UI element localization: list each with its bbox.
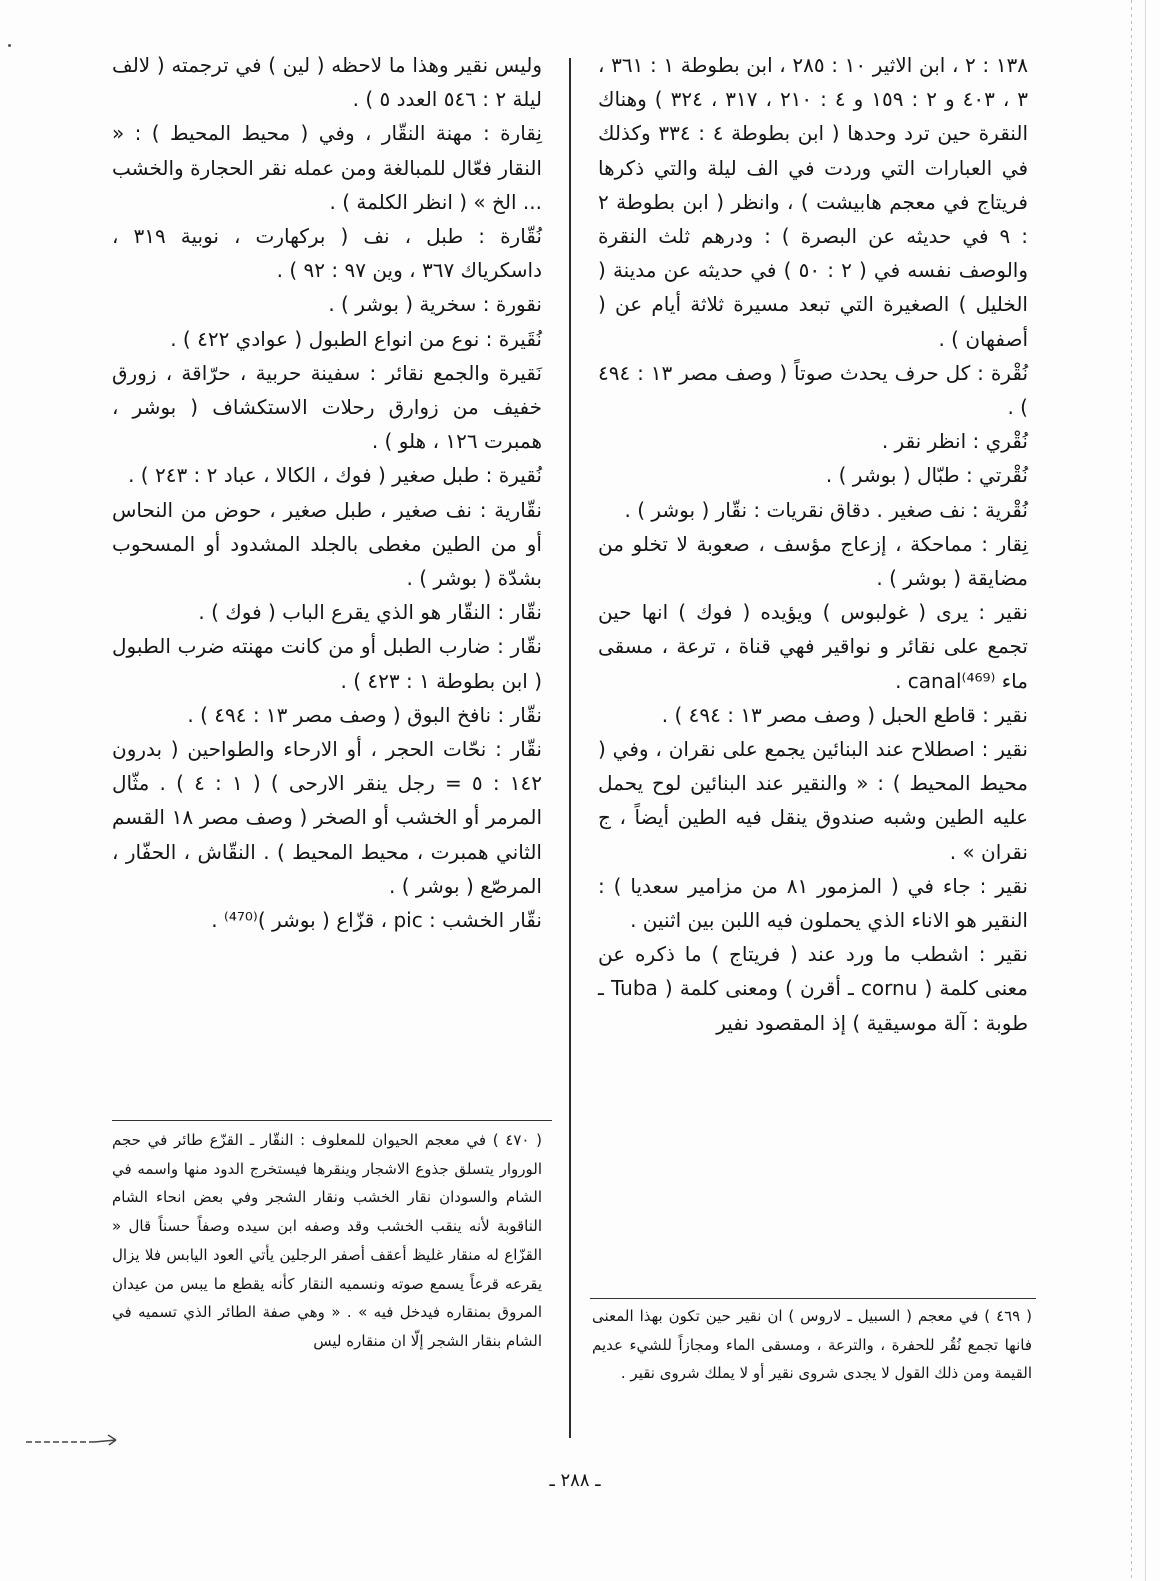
right-entry-7: نقير : يرى ( غولبوس ) ويؤيده ( فوك ) انها حين تجمع على نقائر و نواقير فهي قناة ، ترعة ، مسقى ماء canal⁽⁴⁶⁹⁾ .: [598, 600, 1028, 693]
left-entry-12: نقّار : نحّات الحجر ، أو الارحاء والطواحين ( بدرون ١٤٢ : ٥ = رجل ينقر الارحى ) ( ١ : ٤ ) . مثّال المرمر أو الخشب أو الصخر ( وصف مصر ١٨ القسم الثاني همبرت ، محيط المحيط ) . النقّاش ، الحفّار ، المرصّع ( بوشر ) .: [112, 737, 543, 898]
right-entry-1: ١٣٨ : ٢ ، ابن الاثير ١٠ : ٢٨٥ ، ابن بطوطة ١ : ٣٦١ ، ٣ ، ٤٠٣ و ٢ : ١٥٩ و ٤ : ٢١٠ ، ٣١٧ ، ٣٢٤ ) وهناك النقرة حين ترد وحدها ( ابن بطوطة ٤ : ٣٣٤ وكذلك في العبارات التي وردت في الف ليلة والتي ذكرها فريتاج في معجم هابيشت ) ، وانظر ( ابن بطوطة ٢ : ٩ في حديثه عن البصرة ) : ودرهم ثلث النقرة والوصف نفسه في ( ٢ : ٥٠ ) في حديثه عن مدينة ( الخليل ) الصغيرة التي تبعد مسيرة ثلاثة أيام عن ( أصفهان ) .: [598, 53, 1029, 351]
pen-arrow-mark: [24, 1430, 134, 1452]
right-entry-5: نُقْرية : نف صغير . دقاق نقريات : نقّار ( بوشر ) .: [624, 497, 1028, 522]
right-entry-6: نِقار : مماحكة ، إزعاج مؤسف ، صعوبة لا تخلو من مضايقة ( بوشر ) .: [598, 531, 1028, 591]
left-entry-5: نُقَيرة : نوع من انواع الطبول ( عوادي ٤٢٢ ) .: [170, 326, 542, 351]
right-entry-2: نُقْرة : كل حرف يحدث صوتاً ( وصف مصر ١٣ : ٤٩٤ ) .: [598, 360, 1029, 420]
right-entry-11: نقير : اشطب ما ورد عند ( فريتاج ) ما ذكره عن معنى كلمة ( cornu ـ أقرن ) ومعنى كلمة ( Tuba ـ طوبة : آلة موسيقية ) إذ المقصود نفير: [598, 942, 1028, 1035]
left-entry-2: نِقارة : مهنة النقّار ، وفي ( محيط المحيط ) : « النقار فعّال للمبالغة ومن عمله نقر الحجارة والخشب ... الخ » ( انظر الكلمة ) .: [112, 121, 542, 214]
right-entry-4: نُقْرتي : طبّال ( بوشر ) .: [825, 463, 1028, 488]
left-entry-1: وليس نقير وهذا ما لاحظه ( لين ) في ترجمته ( لالف ليلة ٢ : ٥٤٦ العدد ٥ ) .: [112, 53, 542, 112]
left-column: [112, 48, 542, 937]
right-entry-8: نقير : قاطع الحبل ( وصف مصر ١٣ : ٤٩٤ ) .: [661, 702, 1028, 727]
left-entry-9: نقّار : النقّار هو الذي يقرع الباب ( فوك ) .: [198, 600, 542, 625]
left-entry-13: نقّار الخشب : pic ، قزّاع ( بوشر )⁽⁴⁷⁰⁾ .: [211, 908, 542, 933]
footnote-469: ( ٤٦٩ ) في معجم ( السبيل ـ لاروس ) ان نقير حين تكون بهذا المعنى فانها تجمع نُقُر للحفرة ، والترعة ، ومسقى الماء ومجازاً للشيء عديم القيمة ومن ذلك القول لا يجدى شروى نقير أو لا يملك شروى نقير .: [592, 1307, 1032, 1383]
footnote-470: ( ٤٧٠ ) في معجم الحيوان للمعلوف : النقّار ـ القزّع طائر في حجم الوروار يتسلق جذوع الاشجار وينقرها فيستخرج الدود منها واسمه في الشام والسودان نقار الخشب ونقار الشجر وفي بعض انحاء الشام الناقوبة لأنه ينقب الخشب وقد وصفه ابن سيده وصفاً حسناً قال « القزّاع له منقار غليظ أعقف أصفر الرجلين يأتي العود اليابس فلا يزال يقرعه قرعاً يسمع صوته ونسميه النقار كأنه يقطع ما يبس من عيدان المروق بمنقاره فيدخل فيه » . « وهي صفة الطائر الذي تسميه في الشام بنقار الشجر إلّا ان منقاره ليس: [112, 1131, 542, 1350]
page-number: ـ ٢٨٨ ـ: [549, 1470, 601, 1491]
scan-edge-line-outer: [1145, 0, 1146, 1581]
right-column: [598, 48, 1028, 1040]
scan-speck: [8, 44, 11, 47]
left-entry-6: نَقيرة والجمع نقائر : سفينة حربية ، حرّاقة ، زورق خفيف من زوارق رحلات الاستكشاف ( بوشر ، همبرت ١٢٦ ، هلو ) .: [112, 360, 542, 454]
left-entry-8: نقّارية : نف صغير ، طبل صغير ، حوض من النحاس أو من الطين مغطى بالجلد المشدود أو المسحوب بشدّة ( بوشر ) .: [112, 497, 542, 591]
left-entry-3: نُقّارة : طبل ، نف ( بركهارت ، نوبية ٣١٩ ، داسكرياك ٣٦٧ ، وين ٩٧ : ٩٢ ) .: [112, 224, 542, 283]
left-entry-4: نقورة : سخرية ( بوشر ) .: [328, 292, 542, 317]
scan-edge-line: [1131, 0, 1132, 1581]
footnote-rule-left: [112, 1120, 552, 1121]
column-divider: [569, 58, 571, 1438]
left-entry-11: نقّار : نافخ البوق ( وصف مصر ١٣ : ٤٩٤ ) .: [187, 702, 542, 727]
footnote-rule-right: [590, 1298, 1036, 1299]
right-entry-9: نقير : اصطلاح عند البنائين يجمع على نقران ، وفي ( محيط المحيط ) : « والنقير عند البنائين لوح يحمل عليه الطين وشبه صندوق ينقل فيه الطين أيضاً ، ج نقران » .: [598, 737, 1028, 864]
left-entry-7: نُقيرة : طبل صغير ( فوك ، الكالا ، عباد ٢ : ٢٤٣ ) .: [128, 463, 542, 488]
right-entry-3: نُقْري : انظر نقر .: [881, 429, 1028, 454]
left-entry-10: نقّار : ضارب الطبل أو من كانت مهنته ضرب الطبول ( ابن بطوطة ١ : ٤٢٣ ) .: [112, 634, 542, 693]
right-entry-10: نقير : جاء في ( المزمور ٨١ من مزامير سعديا ) : النقير هو الاناء الذي يحملون فيه اللبن بين اثنين .: [598, 873, 1029, 933]
